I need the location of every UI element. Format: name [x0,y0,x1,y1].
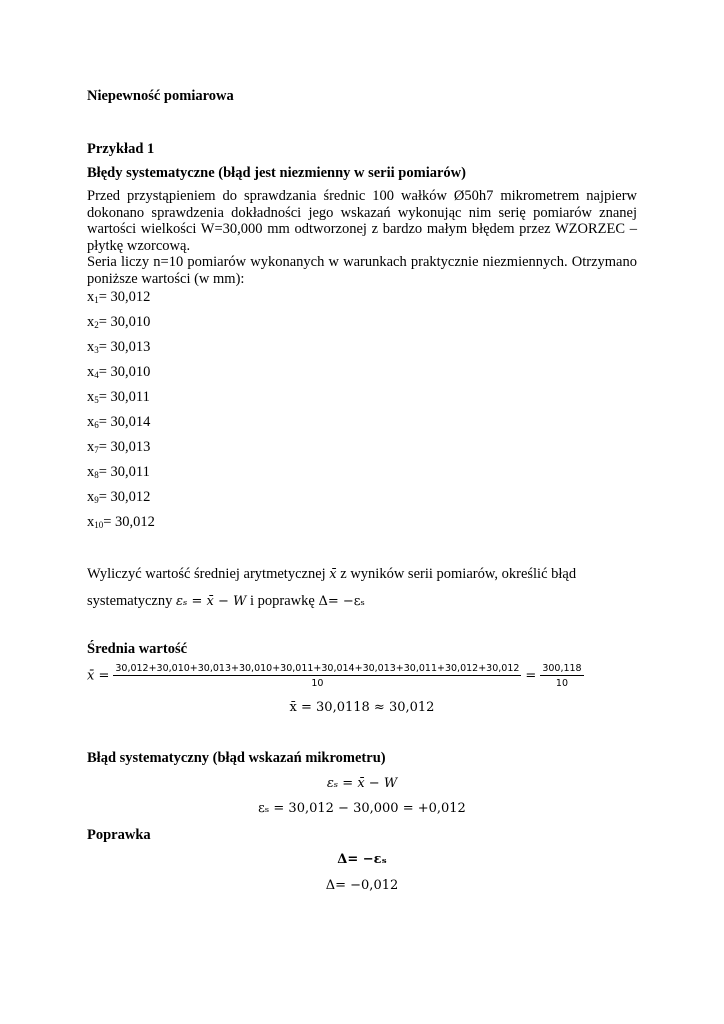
fraction-denominator: 10 [555,678,568,689]
correction-formula: Δ= −εₛ [318,594,365,609]
correction-value: Δ= −0,012 [325,878,399,893]
problem-paragraph [87,188,637,287]
systematic-error-calculation: εₛ = 30,012 − 30,000 = +0,012 [258,801,466,816]
sum-fraction [540,663,583,689]
xbar-symbol: x̄ [329,567,337,582]
example-subheading: Błędy systematyczne (błąd jest niezmienny w serii pomiarów) [87,165,466,181]
systematic-error-formula-general: εₛ = x̄ − W [326,776,398,791]
paragraph-line: Seria liczy n=10 pomiarów wykonanych w warunkach praktycznie niezmiennych. Otrzymano [87,254,637,270]
mean-equation: x̄ = 30,012+30,010+30,013+30,010+30,011+30,014+30,013+30,011+30,012+30,012 10 = $\frac{300,118}{10}$ [87,663,582,689]
systematic-error-formula: εₛ = x̄ − W [176,594,247,609]
page-title: Niepewność pomiarowa [87,88,234,104]
list-item: $x_8= 30,011$ [87,464,150,480]
correction-formula-general: Δ= −εₛ [337,852,387,867]
fraction-denominator: 10 [311,678,324,689]
list-item: $x_4= 30,010$ [87,364,151,380]
task-line-1: Wyliczyć wartość średniej arytmetycznej x̄ z wyników serii pomiarów, określić błąd [87,566,577,582]
list-item: $x_6= 30,014$ [87,414,151,430]
systematic-error-heading: Błąd systematyczny (błąd wskazań mikrometru) [87,750,386,766]
paragraph-line: wartości wielkości W=30,000 mm odtworzonej z bardzo małym błędem przez WZORZEC – [87,221,637,237]
fraction-numerator: 300,118 [542,663,582,674]
list-item: $x_1= 30,012$ [87,289,151,305]
list-item: $x_5= 30,011$ [87,389,150,405]
example-heading: Przykład 1 [87,141,155,157]
paragraph-line: Przed przystąpieniem do sprawdzania średnic 100 wałków Ø50h7 mikrometrem najpierw [87,188,637,204]
list-item: $x_{10}= 30,012$ [87,514,155,530]
measurement-list [87,289,155,539]
mean-heading: Średnia wartość [87,641,188,657]
paragraph-line: dokonano sprawdzenia dokładności jego wskazań wykonując nim serię pomiarów znanej [87,204,637,221]
task-line-2: systematyczny εₛ = x̄ − W i poprawkę Δ= −εₛ [87,593,365,609]
list-item: $x_2= 30,010$ [87,314,151,330]
paragraph-line: płytkę wzorcową. [87,237,191,254]
list-item: $x_3= 30,013$ [87,339,151,355]
mean-result: x̄ = 30,0118 ≈ 30,012 [289,700,435,715]
paragraph-line: poniższe wartości (w mm): [87,270,245,287]
fraction-numerator: 30,012+30,010+30,013+30,010+30,011+30,014+30,013+30,011+30,012+30,012 [115,663,520,674]
correction-heading: Poprawka [87,827,151,843]
list-item: $x_9= 30,012$ [87,489,151,505]
list-item: $x_7= 30,013$ [87,439,151,455]
mean-fraction [113,663,521,689]
